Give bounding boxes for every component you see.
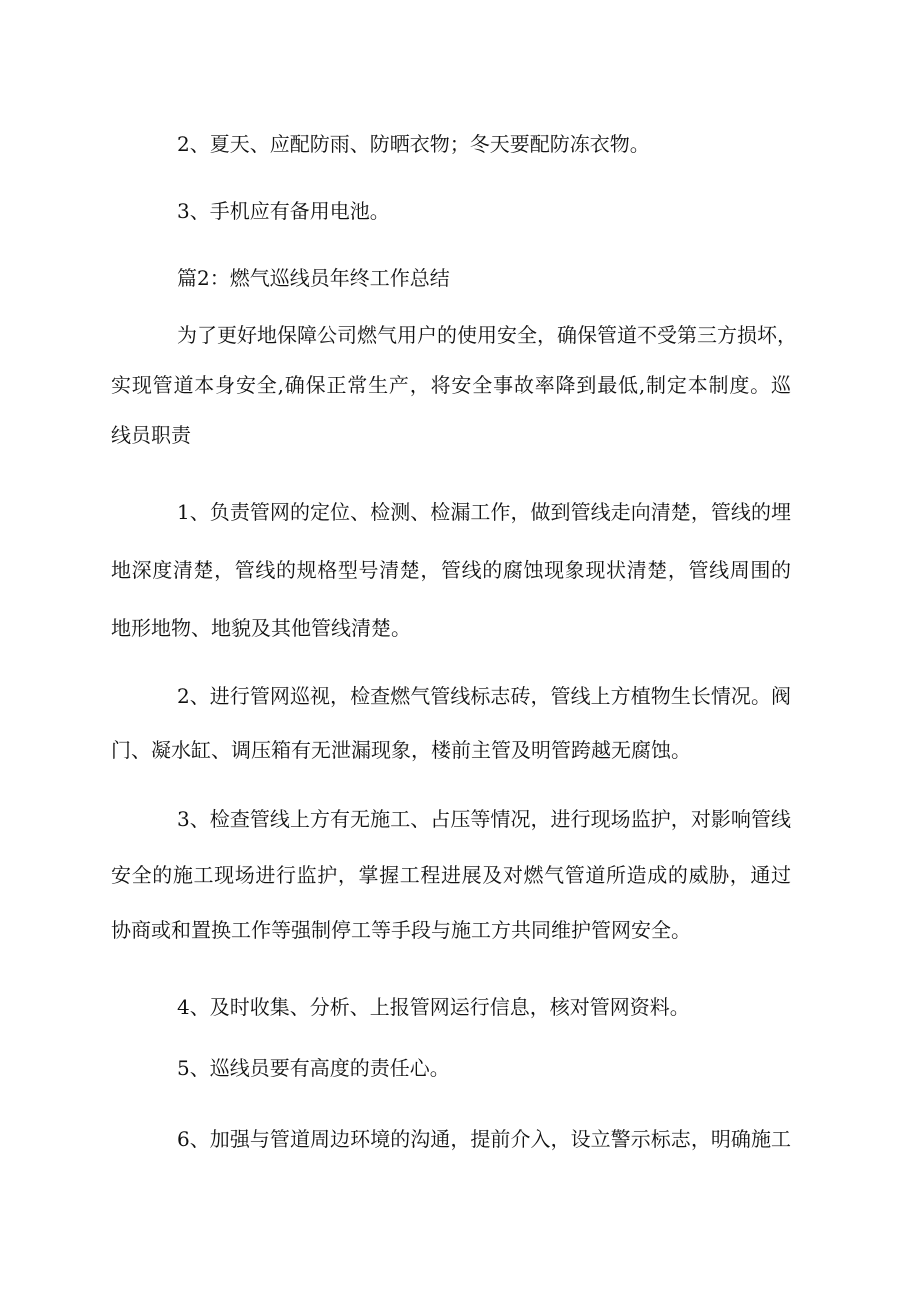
intro-line: 实现管道本身安全,确保正常生产，将安全事故率降到最低,制定本制度。巡	[111, 373, 791, 397]
duty-line: 地形地物、地貌及其他管线清楚。	[111, 616, 411, 640]
duty-line: 3、检查管线上方有无施工、占压等情况，进行现场监护，对影响管线	[177, 807, 791, 831]
intro-line: 线员职责	[111, 423, 191, 447]
duty-line: 6、加强与管道周边环境的沟通，提前介入，设立警示标志，明确施工	[177, 1127, 791, 1151]
intro-line: 为了更好地保障公司燃气用户的使用安全，确保管道不受第三方损坏，	[177, 323, 797, 347]
item-text: 3、手机应有备用电池。	[177, 199, 390, 223]
duty-line: 协商或和置换工作等强制停工等手段与施工方共同维护管网安全。	[111, 918, 691, 942]
item-text: 2、夏天、应配防雨、防晒衣物；冬天要配防冻衣物。	[177, 132, 650, 156]
duty-line: 1、负责管网的定位、检测、检漏工作，做到管线走向清楚，管线的埋	[177, 500, 791, 524]
duty-line: 2、进行管网巡视，检查燃气管线标志砖，管线上方植物生长情况。阀	[177, 684, 791, 708]
duty-line: 门、凝水缸、调压箱有无泄漏现象，楼前主管及明管跨越无腐蚀。	[111, 738, 691, 762]
duty-line: 安全的施工现场进行监护，掌握工程进展及对燃气管道所造成的威胁，通过	[111, 863, 791, 887]
duty-line: 4、及时收集、分析、上报管网运行信息，核对管网资料。	[177, 995, 690, 1019]
section-heading: 篇2：燃气巡线员年终工作总结	[177, 266, 450, 290]
duty-line: 5、巡线员要有高度的责任心。	[177, 1056, 450, 1080]
duty-line: 地深度清楚，管线的规格型号清楚，管线的腐蚀现象现状清楚，管线周围的	[111, 558, 791, 582]
